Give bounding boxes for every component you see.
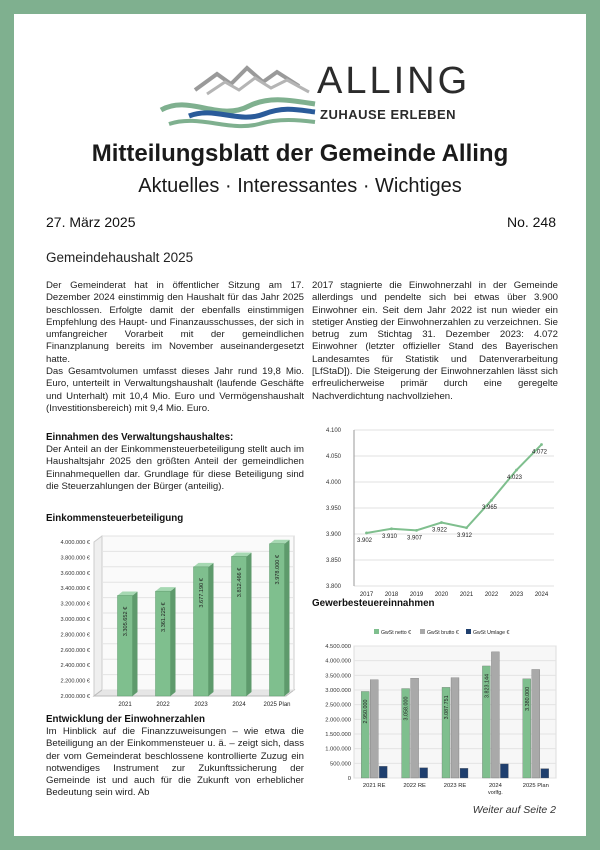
issue-date: 27. März 2025 <box>46 214 136 230</box>
x-tick-label: 2022 RE <box>403 783 426 789</box>
y-tick-label: 1.000.000 <box>325 746 351 753</box>
y-tick-label: 1.500.000 <box>325 732 351 738</box>
data-label: 3.965 <box>481 505 498 512</box>
continued-note: Weiter auf Seite 2 <box>472 804 556 816</box>
data-point <box>365 532 368 535</box>
bar <box>460 768 468 778</box>
x-tick-label: 2021 <box>118 702 132 708</box>
alling-logo <box>159 54 469 134</box>
paragraph: Das Gesamtvolumen umfasst dieses Jahr rund 19,8 Mio. Euro, unterteilt in Verwaltungshaushalt (laufende Geschäfte und Unterhalt) mit 10,4 Mio. Euro und Vermögenshaushalt (Investitionsbereich) mit 9,4 Mio. Euro. <box>46 366 304 414</box>
x-tick-label: 2023 <box>194 702 208 708</box>
y-tick-label: 2.500.000 <box>325 702 351 709</box>
bar-value-label: 2.950.000 <box>363 699 370 724</box>
chart-heading-gewerbesteuer: Gewerbesteuereinnahmen <box>312 598 435 609</box>
logo-name: ALLING <box>317 60 471 102</box>
bar-value-label: 3.058.000 <box>403 696 410 721</box>
x-tick-label: 2021 <box>459 592 474 598</box>
y-tick-label: 3.850 <box>326 558 342 564</box>
population-line-chart <box>310 410 560 598</box>
bar <box>500 764 508 778</box>
data-point <box>490 499 493 502</box>
data-label: 3.922 <box>431 527 448 534</box>
newsletter-page <box>14 14 586 836</box>
mountain-wave-icon <box>159 54 319 134</box>
paragraph: Im Hinblick auf die Finanzzuweisungen – wie etwa die Beteiligung an der Einkommensteuer u. ä. – zeigt sich, dass der vom Gemeinderat beschlossene kontrollierte Zuzug ein notwendiges Instrument zur Zukunftssicherung der Gemeinde ist und auch für die Zukunft von erheblicher Bedeutung sein wird. Ab <box>46 726 304 799</box>
chart-side-wall <box>94 536 102 696</box>
bar-value-label: 3.978.000 € <box>275 554 281 585</box>
y-tick-label: 2.800.000 € <box>60 632 90 639</box>
data-label: 4.023 <box>506 475 523 482</box>
y-tick-label: 500.000 <box>330 761 351 768</box>
y-tick-label: 2.000.000 <box>325 717 351 724</box>
bar-side <box>133 591 138 696</box>
y-tick-label: 4.050 <box>326 454 342 460</box>
y-tick-label: 3.200.000 € <box>60 601 90 608</box>
bar-side <box>171 587 176 696</box>
x-tick-label: 2023 <box>509 592 524 598</box>
bar <box>379 766 387 778</box>
x-tick-label: 2024 <box>488 783 502 789</box>
data-label: 3.907 <box>406 535 423 542</box>
y-tick-label: 3.500.000 <box>325 673 351 680</box>
data-point <box>440 521 443 524</box>
subheading-einnahmen: Einnahmen des Verwaltungshaushaltes: <box>46 432 234 443</box>
bar <box>532 669 540 778</box>
x-tick-label: 2025 Plan <box>263 702 291 708</box>
x-tick-label: 2024 <box>232 702 246 708</box>
bar <box>420 768 428 778</box>
y-tick-label: 4.100 <box>326 428 342 434</box>
bar-value-label: 3.380.000 <box>524 686 531 711</box>
legend-label: GwSt netto € <box>381 630 411 636</box>
data-point <box>515 469 518 472</box>
legend-label: GwSt brutto € <box>427 630 459 636</box>
bar <box>370 680 378 778</box>
bar <box>541 769 549 778</box>
bar-value-label: 3.677.190 € <box>199 578 205 608</box>
data-label: 4.072 <box>531 449 548 456</box>
bar-side <box>209 563 214 696</box>
y-tick-label: 4.000 <box>326 480 342 486</box>
y-tick-label: 2.200.000 € <box>60 678 90 685</box>
paragraph: Der Gemeinderat hat in öffentlicher Sitzung am 17. Dezember 2024 einstimmig den Haushalt für das Jahr 2025 beschlossen. Erfolgte damit der ebenfalls einstimmigen Empfehlung des Haupt- und Finanzausschusses, der sich in umfangreicher Vorarbeit mit der gemeindlichen Finanzplanung bereits im November auseinandergesetzt hatte. <box>46 280 304 365</box>
legend-label: GwSt Umlage € <box>473 630 510 636</box>
data-point <box>465 526 468 529</box>
x-tick-label: 2020 <box>434 592 449 598</box>
y-tick-label: 3.800 <box>326 584 342 590</box>
bar <box>491 652 499 778</box>
y-tick-label: 3.950 <box>326 506 342 512</box>
y-tick-label: 3.800.000 € <box>60 555 90 562</box>
y-tick-label: 3.400.000 € <box>60 586 90 593</box>
x-tick-label: 2024 <box>534 592 549 598</box>
subheading-einwohner: Entwicklung der Einwohnerzahlen <box>46 714 205 725</box>
section-title: Gemeindehaushalt 2025 <box>46 250 194 265</box>
trade-tax-bar-chart <box>310 626 560 798</box>
y-tick-label: 4.500.000 <box>325 644 351 650</box>
bar-value-label: 3.812.466 € <box>237 567 243 598</box>
bar-side <box>247 552 252 696</box>
x-tick-label: 2025 Plan <box>522 783 549 789</box>
paragraph: Der Anteil an der Einkommensteuerbeteiligung stellt auch im Haushaltsjahr 2025 den größten Anteil der gemeindlichen Einnahmequellen dar. Grundlage für diese Beteiligung sind die Steuerzahlungen der Bürger (anteilig). <box>46 444 304 492</box>
y-tick-label: 4.000.000 <box>325 658 351 665</box>
data-point <box>540 443 543 446</box>
y-tick-label: 2.000.000 € <box>60 694 90 700</box>
y-tick-label: 3.000.000 <box>325 688 351 694</box>
y-tick-label: 4.000.000 € <box>60 540 90 546</box>
x-tick-label: 2018 <box>384 592 399 598</box>
y-tick-label: 3.900 <box>326 532 342 538</box>
legend-swatch <box>374 629 379 634</box>
logo-tagline: ZUHAUSE ERLEBEN <box>320 107 457 122</box>
bar-value-label: 3.305.652 € <box>123 606 129 637</box>
bar <box>411 678 419 778</box>
issue-number: No. 248 <box>506 214 556 230</box>
bar-value-label: 3.823.144 <box>484 673 491 698</box>
data-point <box>390 527 393 530</box>
x-tick-sublabel: vorlfg. <box>488 790 503 796</box>
x-tick-label: 2022 <box>484 592 499 598</box>
bar-side <box>285 540 290 696</box>
paragraph: 2017 stagnierte die Einwohnerzahl in der Gemeinde allerdings und pendelte sich bei etwas über 3.900 Einwohner ein. Seit dem Jahr 2022 ist nun wieder ein stetiger Anstieg der Einwohnerzahlen zu verzeichnen. Sie betrug zum Stichtag 31. Dezember 2023: 4.072 Einwohner (letzter offizieller Stand des Bayerischen Landesamtes für Statistik und Datenverarbeitung [LfStaD]). Die Steigerung der Einwohnerzahlen lässt sich erfreulicherweise primär durch eine geregelte Nachverdichtung nachvollziehen. <box>312 280 558 402</box>
legend-swatch <box>420 629 425 634</box>
data-point <box>415 529 418 532</box>
y-tick-label: 0 <box>347 776 351 782</box>
article-text-block <box>46 280 304 415</box>
legend-swatch <box>466 629 471 634</box>
chart-heading-einkommensteuer: Einkommensteuerbeteiligung <box>46 513 184 524</box>
x-tick-label: 2021 RE <box>362 783 386 789</box>
y-tick-label: 2.400.000 € <box>60 663 90 670</box>
data-label: 3.912 <box>456 532 473 539</box>
y-tick-label: 3.000.000 € <box>60 617 90 623</box>
x-tick-label: 2023 RE <box>443 783 467 789</box>
income-tax-bar-chart <box>44 528 306 710</box>
data-label: 3.902 <box>356 537 373 544</box>
x-tick-label: 2019 <box>409 592 424 598</box>
y-tick-label: 2.600.000 € <box>60 647 90 654</box>
page-title: Mitteilungsblatt der Gemeinde Alling <box>91 140 509 167</box>
y-tick-label: 3.600.000 € <box>60 570 90 577</box>
bar-value-label: 3.087.751 <box>444 695 450 720</box>
x-tick-label: 2017 <box>359 592 374 598</box>
data-label: 3.910 <box>381 533 398 540</box>
bar-value-label: 3.361.225 € <box>161 602 167 632</box>
population-line <box>367 445 542 533</box>
bar <box>451 678 459 778</box>
page-subtitle: Aktuelles · Interessantes · Wichtiges <box>138 175 462 197</box>
x-tick-label: 2022 <box>156 702 170 708</box>
